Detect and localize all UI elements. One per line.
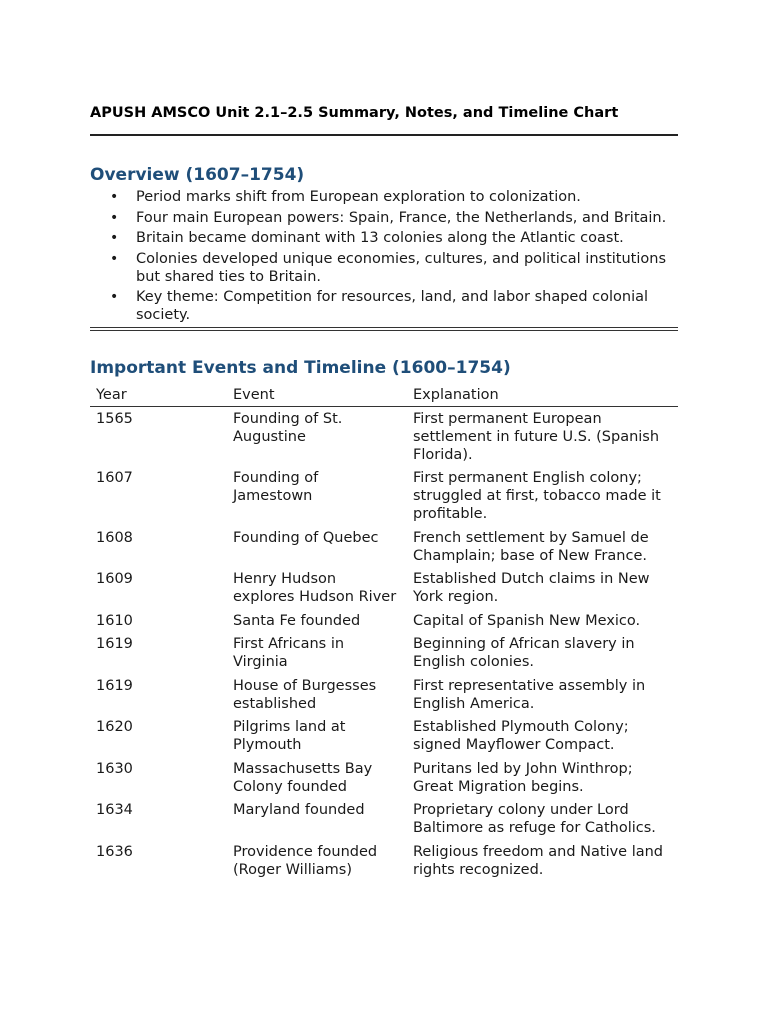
cell-event: Founding of St. Augustine [233,410,343,445]
overview-heading: Overview (1607–1754) [90,165,305,185]
list-item [90,288,678,324]
table-row [90,757,678,799]
table-row [90,632,678,674]
cell-year: 1619 [96,636,133,652]
cell-explanation: First permanent European settlement in future U.S. (Spanish Florida). [413,410,660,463]
overview-list [90,188,678,324]
table-row [90,674,678,716]
section-divider [90,327,678,331]
list-item-text: Key theme: Competition for resources, land, and labor shaped colonial society. [136,289,649,323]
list-item-text: Period marks shift from European exploration to colonization. [136,189,581,205]
column-header-year: Year [90,386,227,407]
cell-explanation: Puritans led by John Winthrop; Great Migration begins. [413,760,633,795]
document-title: APUSH AMSCO Unit 2.1–2.5 Summary, Notes, and Timeline Chart [90,103,678,136]
bullet-icon: • [110,189,119,205]
bullet-icon: • [110,209,119,226]
table-row [90,406,678,466]
table-row [90,715,678,757]
cell-year: 1630 [96,760,133,777]
cell-explanation: Established Dutch claims in New York region. [413,571,650,605]
table-row [90,798,678,840]
cell-event: Providence founded (Roger Williams) [233,843,378,878]
table-row [90,567,678,609]
cell-event: Maryland founded [233,802,365,818]
cell-event: Founding of Jamestown [233,470,319,504]
cell-event: Founding of Quebec [233,529,379,546]
cell-event: House of Burgesses established [233,677,377,712]
cell-year: 1634 [96,802,133,818]
bullet-icon: • [110,230,119,246]
cell-explanation: Beginning of African slavery in English colonies. [413,636,635,670]
cell-year: 1607 [96,470,133,486]
table-header-row [90,386,678,407]
cell-explanation: Religious freedom and Native land rights recognized. [413,843,664,878]
cell-event: First Africans in Virginia [233,636,345,670]
table-row [90,466,678,526]
list-item [90,188,678,206]
cell-explanation: French settlement by Samuel de Champlain; base of New France. [413,529,649,564]
cell-event: Massachusetts Bay Colony founded [233,760,373,795]
cell-explanation: Proprietary colony under Lord Baltimore as refuge for Catholics. [413,802,656,836]
cell-event: Pilgrims land at Plymouth [233,719,346,753]
cell-year: 1565 [96,410,133,427]
cell-event: Henry Hudson explores Hudson River [233,571,397,605]
column-header-event: Event [227,386,407,407]
list-item [90,209,678,227]
column-header-explanation: Explanation [407,386,678,407]
bullet-icon: • [110,250,119,267]
document-page [90,103,678,881]
list-item-text: Britain became dominant with 13 colonies along the Atlantic coast. [136,230,624,246]
cell-explanation: First representative assembly in English America. [413,677,646,712]
bullet-icon: • [110,289,119,305]
cell-year: 1610 [96,612,133,629]
table-row [90,609,678,633]
list-item [90,250,678,286]
cell-year: 1608 [96,529,133,546]
table-row [90,840,678,882]
cell-event: Santa Fe founded [233,612,361,629]
table-row [90,526,678,568]
cell-year: 1636 [96,843,133,860]
cell-year: 1620 [96,719,133,735]
cell-explanation: Capital of Spanish New Mexico. [413,612,641,629]
timeline-table [90,386,678,882]
list-item [90,229,678,247]
cell-explanation: First permanent English colony; struggled at first, tobacco made it profitable. [413,470,661,522]
list-item-text: Colonies developed unique economies, cultures, and political institutions but shared ties to Britain. [136,250,666,285]
cell-year: 1609 [96,571,133,587]
list-item-text: Four main European powers: Spain, France, the Netherlands, and Britain. [136,209,667,226]
cell-explanation: Established Plymouth Colony; signed Mayflower Compact. [413,719,629,753]
cell-year: 1619 [96,677,133,694]
timeline-heading: Important Events and Timeline (1600–1754) [90,357,511,378]
